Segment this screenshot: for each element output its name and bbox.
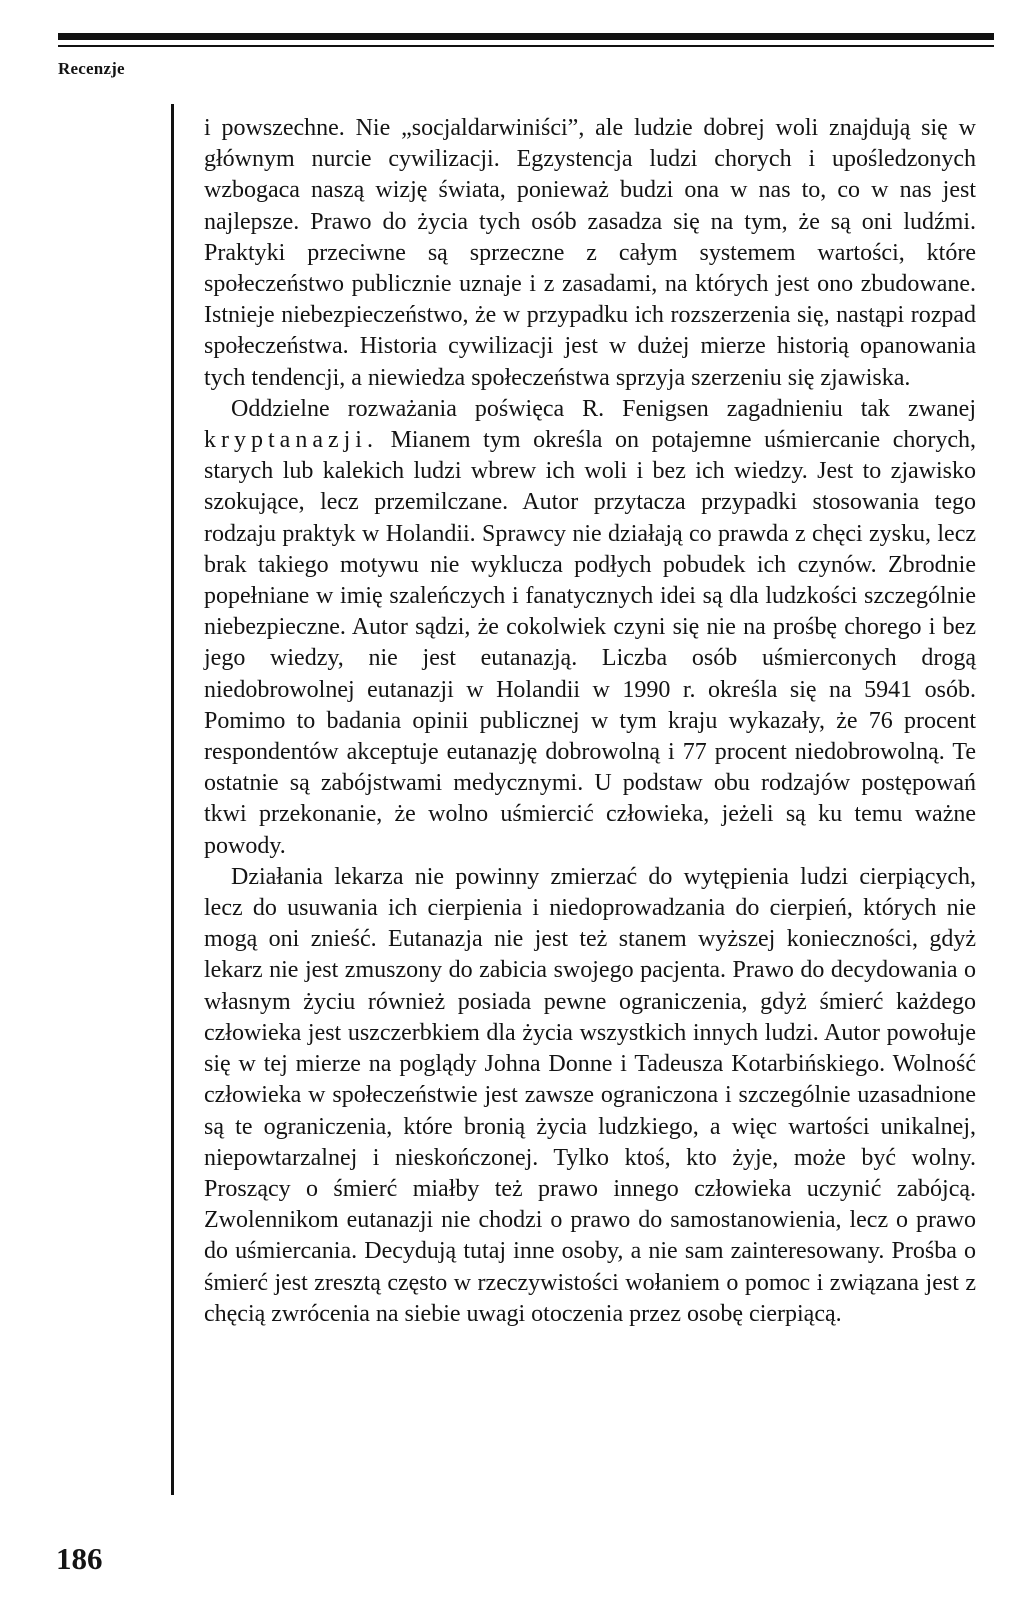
paragraph-2-start: Oddzielne rozważania poświęca R. Fenigsen zagadnieniu tak zwanej bbox=[231, 395, 976, 422]
paragraph-2-rest: Mianem tym określa on potajemne uśmiercanie chorych, starych lub kalekich ludzi wbrew ich woli i bez ich wiedzy. Jest to zjawisko szokujące, lecz przemilczane. Autor przytacza przypadki stosowania tego rodzaju praktyk w Holandii. Sprawcy nie działają co prawda z chęci zysku, lecz brak takiego motywu nie wyklucza podłych pobudek ich czynów. Zbrodnie popełniane w imię szaleńczych i fanatycznych idei są dla ludzkości szczególnie niebezpieczne. Autor sądzi, że cokolwiek czyni się nie na prośbę chorego i bez jego wiedzy, nie jest eutanazją. Liczba osób uśmierconych drogą niedobrowolnej eutanazji w Holandii w 1990 r. określa się na 5941 osób. Pomimo to badania opinii publicznej w tym kraju wykazały, że 76 procent respondentów akceptuje eutanazję dobrowolną i 77 procent niedobrowolną. Te ostatnie są zabójstwami medycznymi. U podstaw obu rodzajów postępowań tkwi przekonanie, że wolno uśmiercić człowieka, jeżeli są ku temu ważne powody. bbox=[204, 427, 977, 859]
running-header: Recenzje bbox=[58, 59, 125, 78]
margin-rule bbox=[171, 104, 174, 1495]
term-kryptanazja: kryptanazji. bbox=[204, 427, 378, 454]
paragraph-3: Działania lekarza nie powinny zmierzać do wytępienia ludzi cierpiących, lecz do usuwania ich cierpienia i niedoprowadzania do cierpień, których nie mogą oni znieść. Eutanazja nie jest też stanem wyższej konieczności, gdyż lekarz nie jest zmuszony do zabicia swojego pacjenta. Prawo do decydowania o własnym życiu również posiada pewne ograniczenia, gdyż śmierć każdego człowieka jest uszczerbkiem dla życia wszystkich innych ludzi. Autor powołuje się w tej mierze na poglądy Johna Donne i Tadeusza Kotarbińskiego. Wolność człowieka w społeczeństwie jest zawsze ograniczona i szczególnie uzasadnione są te ograniczenia, które bronią życia ludzkiego, a więc wartości unikalnej, niepowtarzalnej i nieskończonej. Tylko ktoś, kto żyje, może być wolny. Proszący o śmierć miałby też prawo innego człowieka uczynić zabójcą. Zwolennikom eutanazji nie chodzi o prawo do samostanowienia, lecz o prawo do uśmiercania. Decydują tutaj inne osoby, a nie sam zainteresowany. Prośba o śmierć jest zresztą często w rzeczywistości wołaniem o pomoc i związana jest z chęcią zwrócenia na siebie uwagi otoczenia przez osobę cierpiącą. bbox=[204, 863, 976, 1327]
article-body bbox=[204, 113, 976, 1330]
paragraph-2 bbox=[204, 394, 976, 862]
paragraph-1: i powszechne. Nie „socjaldarwiniści”, ale ludzie dobrej woli znajdują się w głównym nurcie cywilizacji. Egzystencja ludzi chorych i upośledzonych wzbogaca naszą wizję świata, ponieważ budzi ona w nas to, co w nas jest najlepsze. Prawo do życia tych osób zasadza się na tym, że są oni ludźmi. Praktyki przeciwne są sprzeczne z całym systemem wartości, które społeczeństwo publicznie uznaje i z zasadami, na których jest ono zbudowane. Istnieje niebezpieczeństwo, że w przypadku ich rozszerzenia się, nastąpi rozpad społeczeństwa. Historia cywilizacji jest w dużej mierze historią opanowania tych tendencji, a niewiedza społeczeństwa sprzyja szerzeniu się zjawiska. bbox=[204, 115, 976, 391]
page-number: 186 bbox=[56, 1541, 103, 1576]
header-rule-thin bbox=[58, 45, 994, 47]
header-rule-thick bbox=[58, 33, 994, 40]
